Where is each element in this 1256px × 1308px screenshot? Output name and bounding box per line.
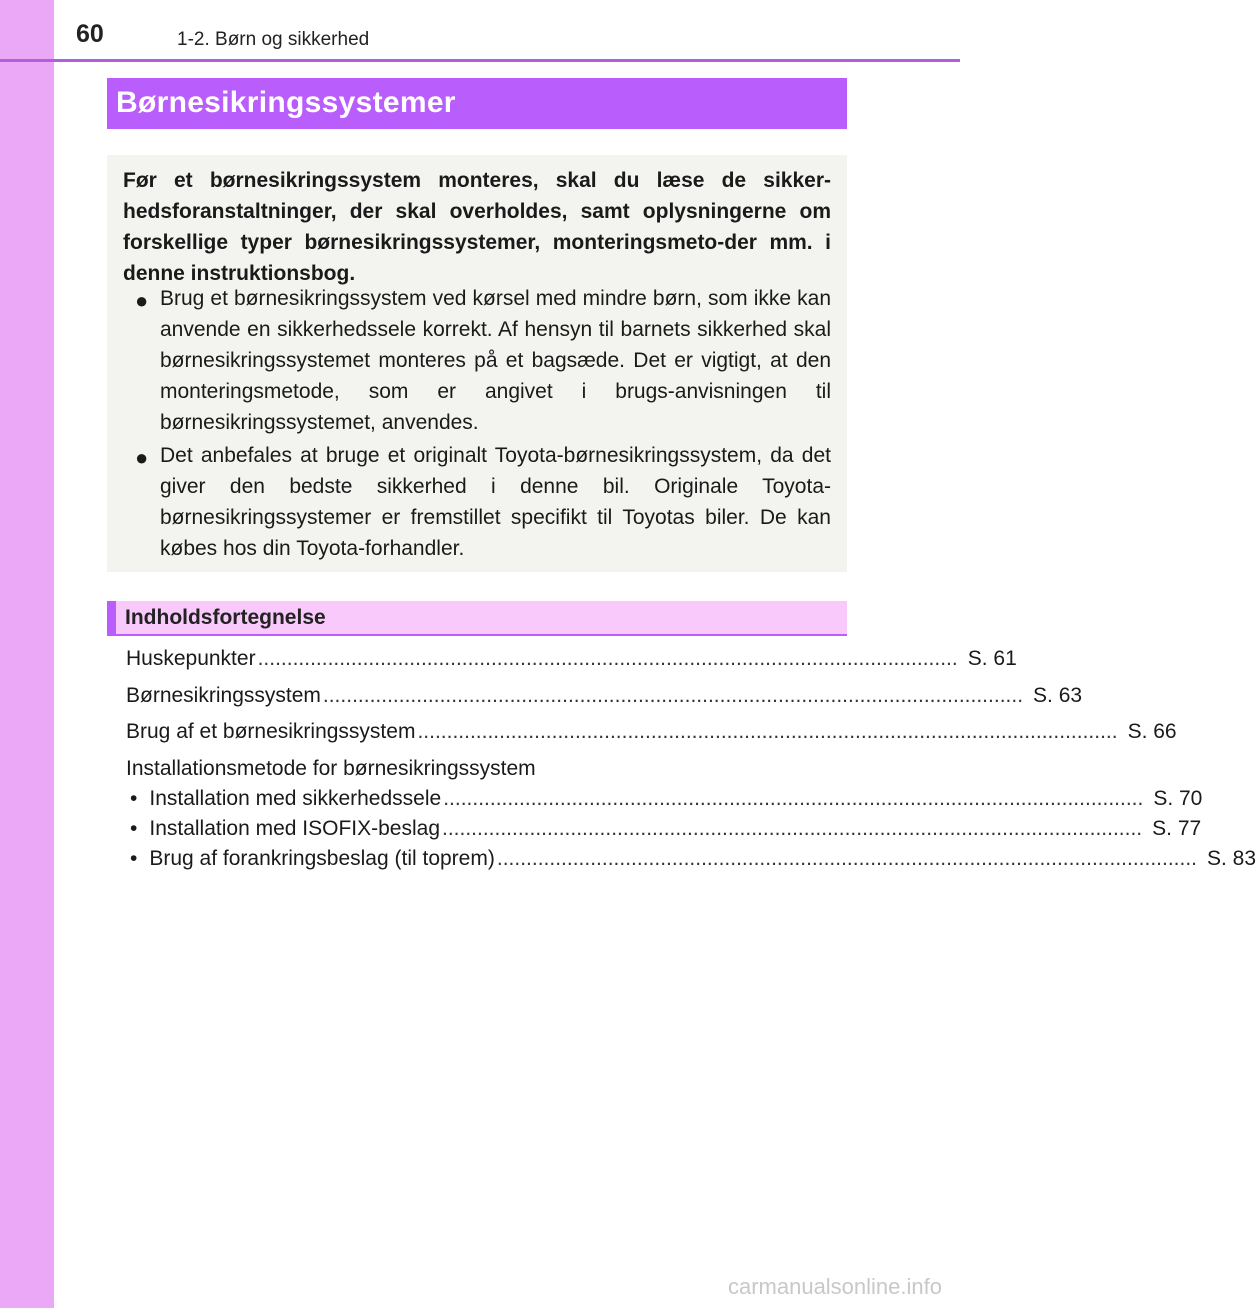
toc-leader-dots: ........................................................................................................................ xyxy=(417,720,1118,743)
intro-lead: Før et børnesikringssystem monteres, skal du læse de sikker-hedsforanstaltninger, der skal overholdes, samt oplysningerne om forskellige typer børnesikringssystemer, monteringsmeto-der mm. i denne instruktionsbog. xyxy=(123,169,831,285)
watermark: carmanualsonline.info xyxy=(727,1274,942,1299)
toc-header-accent xyxy=(107,601,116,634)
header-rule xyxy=(0,59,960,62)
toc-entry-page: S. 83 xyxy=(1207,847,1256,870)
intro-bullet xyxy=(123,283,831,438)
toc-entry-label: Børnesikringssystem xyxy=(126,684,321,707)
intro-bullet xyxy=(123,440,831,564)
bullet-dot-icon: ● xyxy=(135,445,149,470)
toc-entry-page: S. 77 xyxy=(1152,817,1202,840)
toc-entry[interactable] xyxy=(126,682,1083,710)
toc-heading: Indholdsfortegnelse xyxy=(125,606,326,629)
section-label: 1-2. Børn og sikkerhed xyxy=(177,29,370,50)
sub-bullet-icon: • xyxy=(130,847,138,870)
bullet-dot-icon: ● xyxy=(135,288,149,313)
bullet-text: Brug et børnesikringssystem ved kørsel med mindre børn, som ikke kan anvende en sikkerhedssele korrekt. Af hensyn til barnets sikkerhed skal børnesikringssystemet monteres på et bagsæde. Det er vigtigt, at den monteringsmetode, som er angivet i brugs-anvisningen til børnesikringssystemet, anvendes. xyxy=(160,287,831,434)
toc-leader-dots: ........................................................................................................................ xyxy=(496,847,1197,870)
toc-leader-dots: ........................................................................................................................ xyxy=(443,787,1144,810)
toc-entry-label: Installation med ISOFIX-beslag xyxy=(149,817,440,840)
sub-bullet-icon: • xyxy=(130,787,138,810)
side-tab-strip xyxy=(0,0,54,1308)
sub-bullet-icon: • xyxy=(130,817,138,840)
toc-entry-page: S. 66 xyxy=(1127,720,1177,743)
title-bar xyxy=(107,78,847,129)
toc-entry-page: S. 61 xyxy=(967,647,1017,670)
toc-group-label: Installationsmetode for børnesikringssystem xyxy=(126,757,536,780)
toc-entry[interactable] xyxy=(126,645,1017,673)
page-title: Børnesikringssystemer xyxy=(116,86,456,119)
toc-entry[interactable] xyxy=(126,718,1177,746)
toc-entry-label: Installation med sikkerhedssele xyxy=(149,787,442,810)
page-number: 60 xyxy=(76,20,104,48)
toc-leader-dots: ........................................................................................................................ xyxy=(442,817,1143,840)
toc-sub-entry[interactable] xyxy=(130,845,1256,873)
toc-entry-page: S. 70 xyxy=(1153,787,1203,810)
bullet-text: Det anbefales at bruge et originalt Toyota-børnesikringssystem, da det giver den bedste sikkerhed i denne bil. Originale Toyota-børnesikringssystemer er fremstillet specifikt til Toyotas biler. De kan købes hos din Toyota-forhandler. xyxy=(160,444,831,560)
toc-header xyxy=(107,601,847,636)
toc-leader-dots: ........................................................................................................................ xyxy=(257,647,958,670)
toc-entry-page: S. 63 xyxy=(1033,684,1083,707)
toc-sub-entry[interactable] xyxy=(130,815,1202,843)
toc-leader-dots: ........................................................................................................................ xyxy=(322,684,1024,707)
toc-entry-label: Brug af et børnesikringssystem xyxy=(126,720,416,743)
toc-entry-label: Huskepunkter xyxy=(126,647,256,670)
toc-sub-entry[interactable] xyxy=(130,785,1203,813)
toc-entry-label: Brug af forankringsbeslag (til toprem) xyxy=(149,847,495,870)
intro-box xyxy=(107,155,847,572)
